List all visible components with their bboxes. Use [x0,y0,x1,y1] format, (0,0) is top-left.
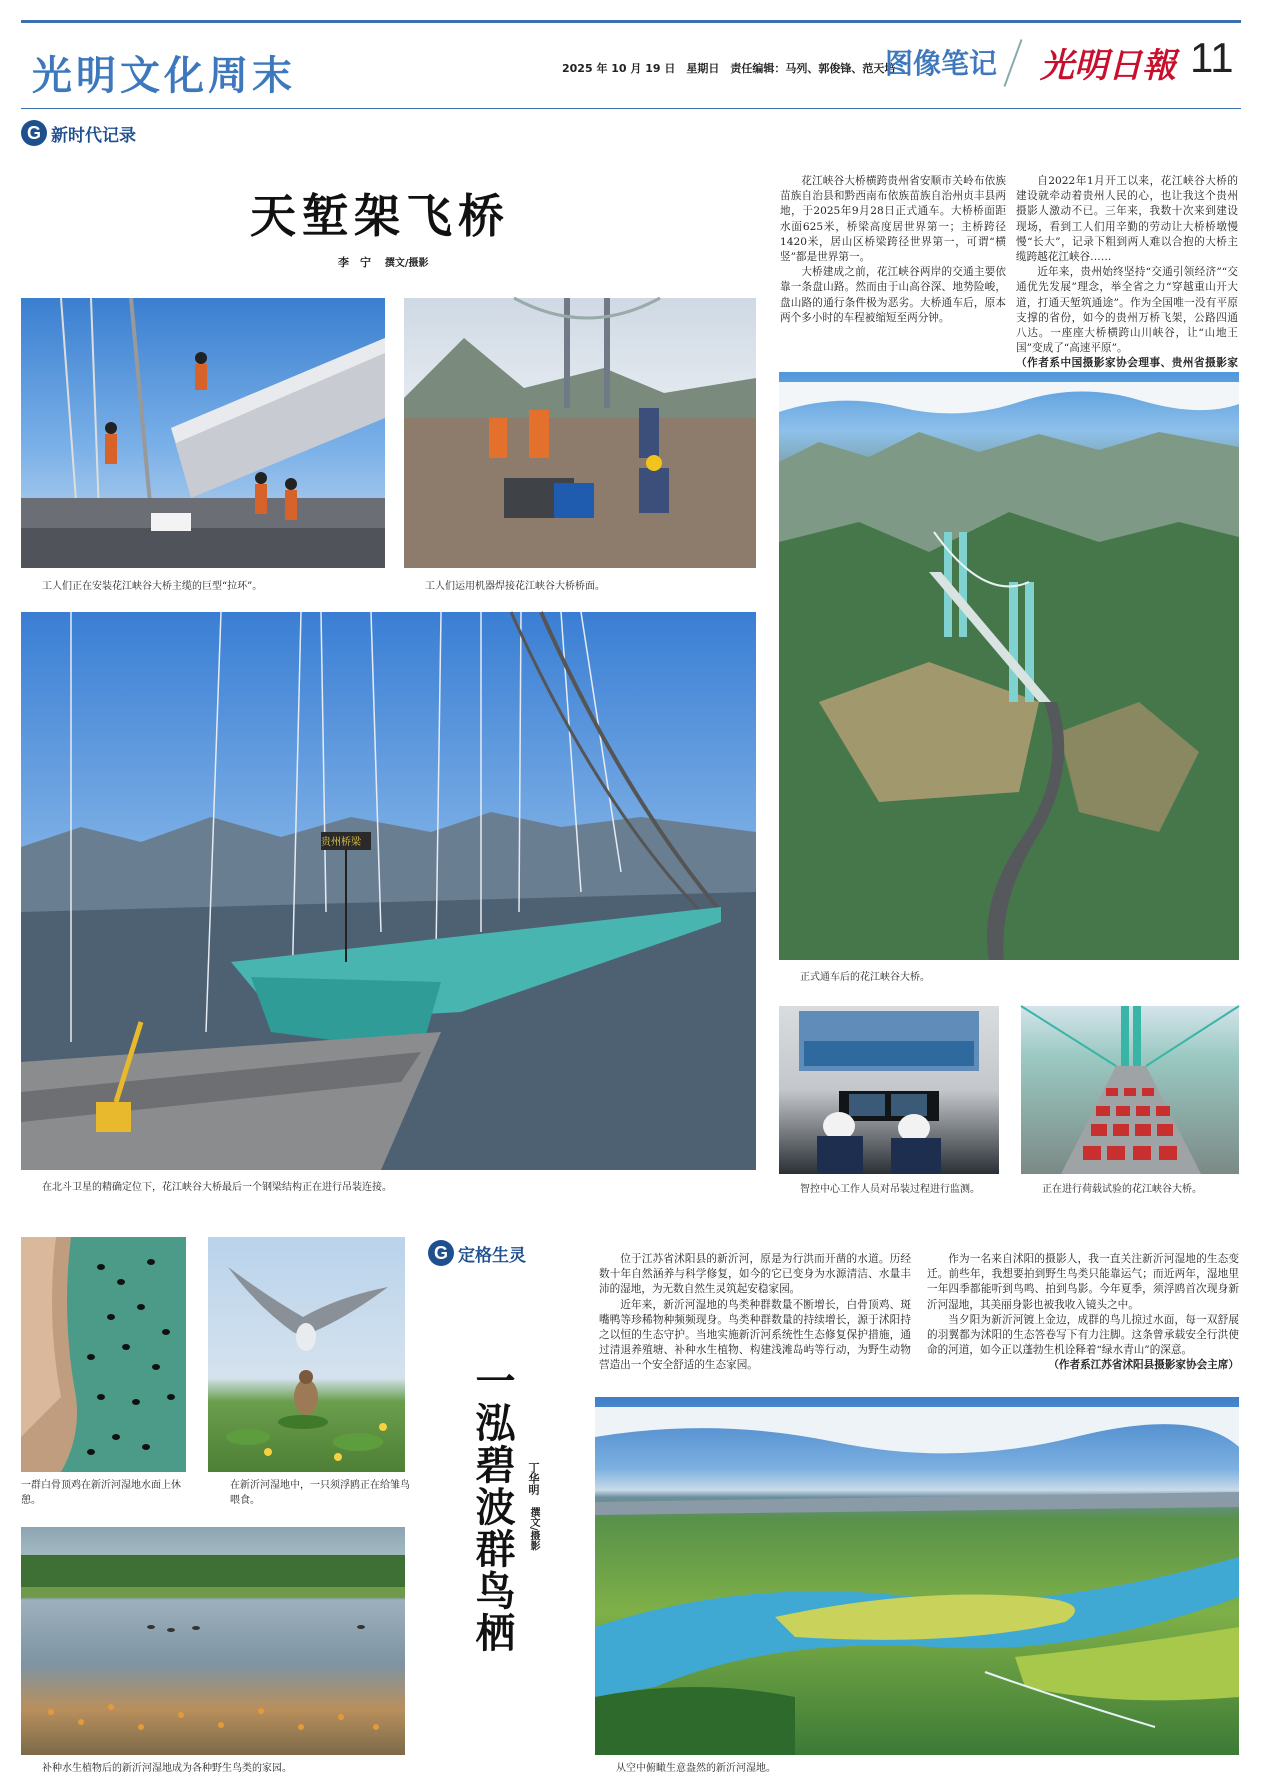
photo-load-test [1021,1006,1239,1174]
story2-author: 丁华明 [527,1462,540,1495]
photo-aerial-wetland [595,1397,1239,1755]
story1-paragraph-2: 大桥建成之前，花江峡谷两岸的交通主要依靠一条盘山路。然而由于山高谷深、地势险峻，盘山路的通行条件极为恶劣。大桥通车后，原本两个多小时的车程被缩短至两分钟。 [780,266,1006,324]
caption-cable-ring: 工人们正在安装花江峡谷大桥主缆的巨型“拉环”。 [42,581,263,592]
photo-welding [404,298,756,568]
caption-wetland: 补种水生植物后的新沂河湿地成为各种野生鸟类的家园。 [42,1763,292,1774]
story1-title: 天堑架飞桥 [250,189,510,243]
caption-final-segment: 在北斗卫星的精确定位下，花江峡谷大桥最后一个钢梁结构正在进行吊装连接。 [42,1182,392,1193]
story2-body-col1 [599,1252,911,1380]
story2-paragraph-4: 当夕阳为新沂河镀上金边，成群的鸟儿掠过水面，每一双舒展的羽翼都为沭阳的生态答卷写下有力注脚。这条曾承载安全行洪使命的河道，如今正以蓬勃生机诠释着“绿水青山”的深意。 [927,1313,1239,1357]
story2-title: 一泓碧波群鸟栖 [469,1360,516,1654]
story1-body-col2 [1016,174,1238,370]
photo-final-segment-art [21,612,756,1170]
story2-author-note: （作者系江苏省沭阳县摄影家协会主席） [1048,1359,1239,1372]
caption-tern: 在新沂河湿地中，一只须浮鸥正在给雏鸟喂食。 [230,1480,410,1506]
story2-paragraph-3: 作为一名来自沭阳的摄影人，我一直关注新沂河湿地的生态变迁。前些年，我想要拍到野生鸟类只能靠运气；而近两年，湿地里一年四季都能听到鸟鸣、拍到鸟影。今年夏季，须浮鸥首次现身新沂河湿地，其美丽身影也被我收入镜头之中。 [927,1253,1239,1311]
photo-load-test-art [1021,1006,1239,1174]
photo-tern-art [208,1237,405,1472]
page-section: 图像笔记 [885,47,998,80]
story1-paragraph-1: 花江峡谷大桥横跨贵州省安顺市关岭布依族苗族自治县和黔西南布依族苗族自治州贞丰县两地，于2025年9月28日正式通车。大桥桥面距水面625米，桥梁高度居世界第一；主桥跨径1420米，居山区桥梁跨径世界第一，可谓“横竖”都是世界第一。 [780,175,1006,264]
column-label-story2 [428,1240,526,1266]
photo-final-segment [21,612,756,1170]
photo-wetland [21,1527,405,1755]
story2-paragraph-2: 近年来，新沂河湿地的鸟类种群数量不断增长，白骨顶鸡、斑嘴鸭等珍稀物种频频现身。鸟类种群数量的持续增长，源于沭阳持之以恒的生态守护。当地实施新沂河系统性生态修复保护措施，通过清退养殖塘、补种水生植物、构建浅滩岛屿等行动，为野生动物营造出一个安全舒适的生态家园。 [599,1298,911,1372]
column-label-text: 定格生灵 [458,1245,526,1266]
g-column-icon: G [21,120,47,146]
story1-author-role: 撰文/摄影 [384,258,429,269]
g-column-icon: G [428,1240,454,1266]
sign-text: 贵州桥梁 [321,837,361,848]
photo-cable-ring [21,298,385,568]
caption-control-center: 智控中心工作人员对吊装过程进行监测。 [800,1184,980,1195]
header-divider [1004,39,1023,87]
date-line: 2025 年 10 月 19 日 星期日 责任编辑：马列、郭俊锋、范天培 [562,62,896,75]
caption-welding: 工人们运用机器焊接花江峡谷大桥桥面。 [425,581,605,592]
photo-opened-bridge [779,372,1239,960]
story2-paragraph-1: 位于江苏省沭阳县的新沂河，原是为行洪而开凿的水道。历经数十年自然涵养与科学修复，如今的它已变身为水源清洁、水量丰沛的湿地，为无数自然生灵筑起安稳家园。 [599,1253,911,1296]
story1-author: 李 宁 [338,256,371,269]
story1-byline [338,254,429,270]
photo-welding-art [404,298,756,568]
photo-control-center-art [779,1006,999,1174]
caption-load-test: 正在进行荷载试验的花江峡谷大桥。 [1042,1184,1202,1195]
photo-wetland-art [21,1527,405,1755]
story1-body-col1 [780,174,1006,370]
photo-coots-art [21,1237,186,1472]
paper-logo: 光明日報 [1040,46,1176,86]
page-number: 11 [1190,34,1234,81]
story2-body-col2 [927,1252,1239,1380]
photo-control-center [779,1006,999,1174]
story2-byline [525,1462,541,1551]
story1-author-note: （作者系中国摄影家协会理事、贵州省摄影家 [1016,357,1238,370]
header-rule [21,20,1241,23]
header-subrule [21,108,1241,109]
column-label-text: 新时代记录 [51,125,136,146]
photo-opened-bridge-art [779,372,1239,960]
photo-aerial-wetland-art [595,1397,1239,1755]
photo-coots [21,1237,186,1472]
caption-coots: 一群白骨顶鸡在新沂河湿地水面上休憩。 [21,1480,181,1506]
photo-cable-ring-art [21,298,385,568]
photo-tern [208,1237,405,1472]
story1-paragraph-3: 自2022年1月开工以来，花江峡谷大桥的建设就牵动着贵州人民的心，也让我这个贵州摄影人激动不已。三年来，我数十次来到建设现场，看到工人们用辛勤的劳动让大桥桥墩慢慢“长大”，记录下粗到两人难以合抱的大桥主缆跨越花江峡谷…… [1016,175,1238,264]
caption-opened-bridge: 正式通车后的花江峡谷大桥。 [800,972,930,983]
story2-author-role: 撰文/摄影 [528,1506,539,1551]
section-title: 光明文化周末 [32,53,296,99]
column-label-story1 [21,120,136,146]
caption-aerial-wetland: 从空中俯瞰生意盎然的新沂河湿地。 [616,1763,776,1774]
story1-paragraph-4: 近年来，贵州始终坚持“交通引领经济”“交通优先发展”理念，举全省之力“穿越重山开大道，打通天堑筑通途”。作为全国唯一没有平原支撑的省份，如今的贵州万桥飞架，公路四通八达。一座座大桥横跨山川峡谷，让“山地王国”变成了“高速平原”。 [1016,266,1238,355]
